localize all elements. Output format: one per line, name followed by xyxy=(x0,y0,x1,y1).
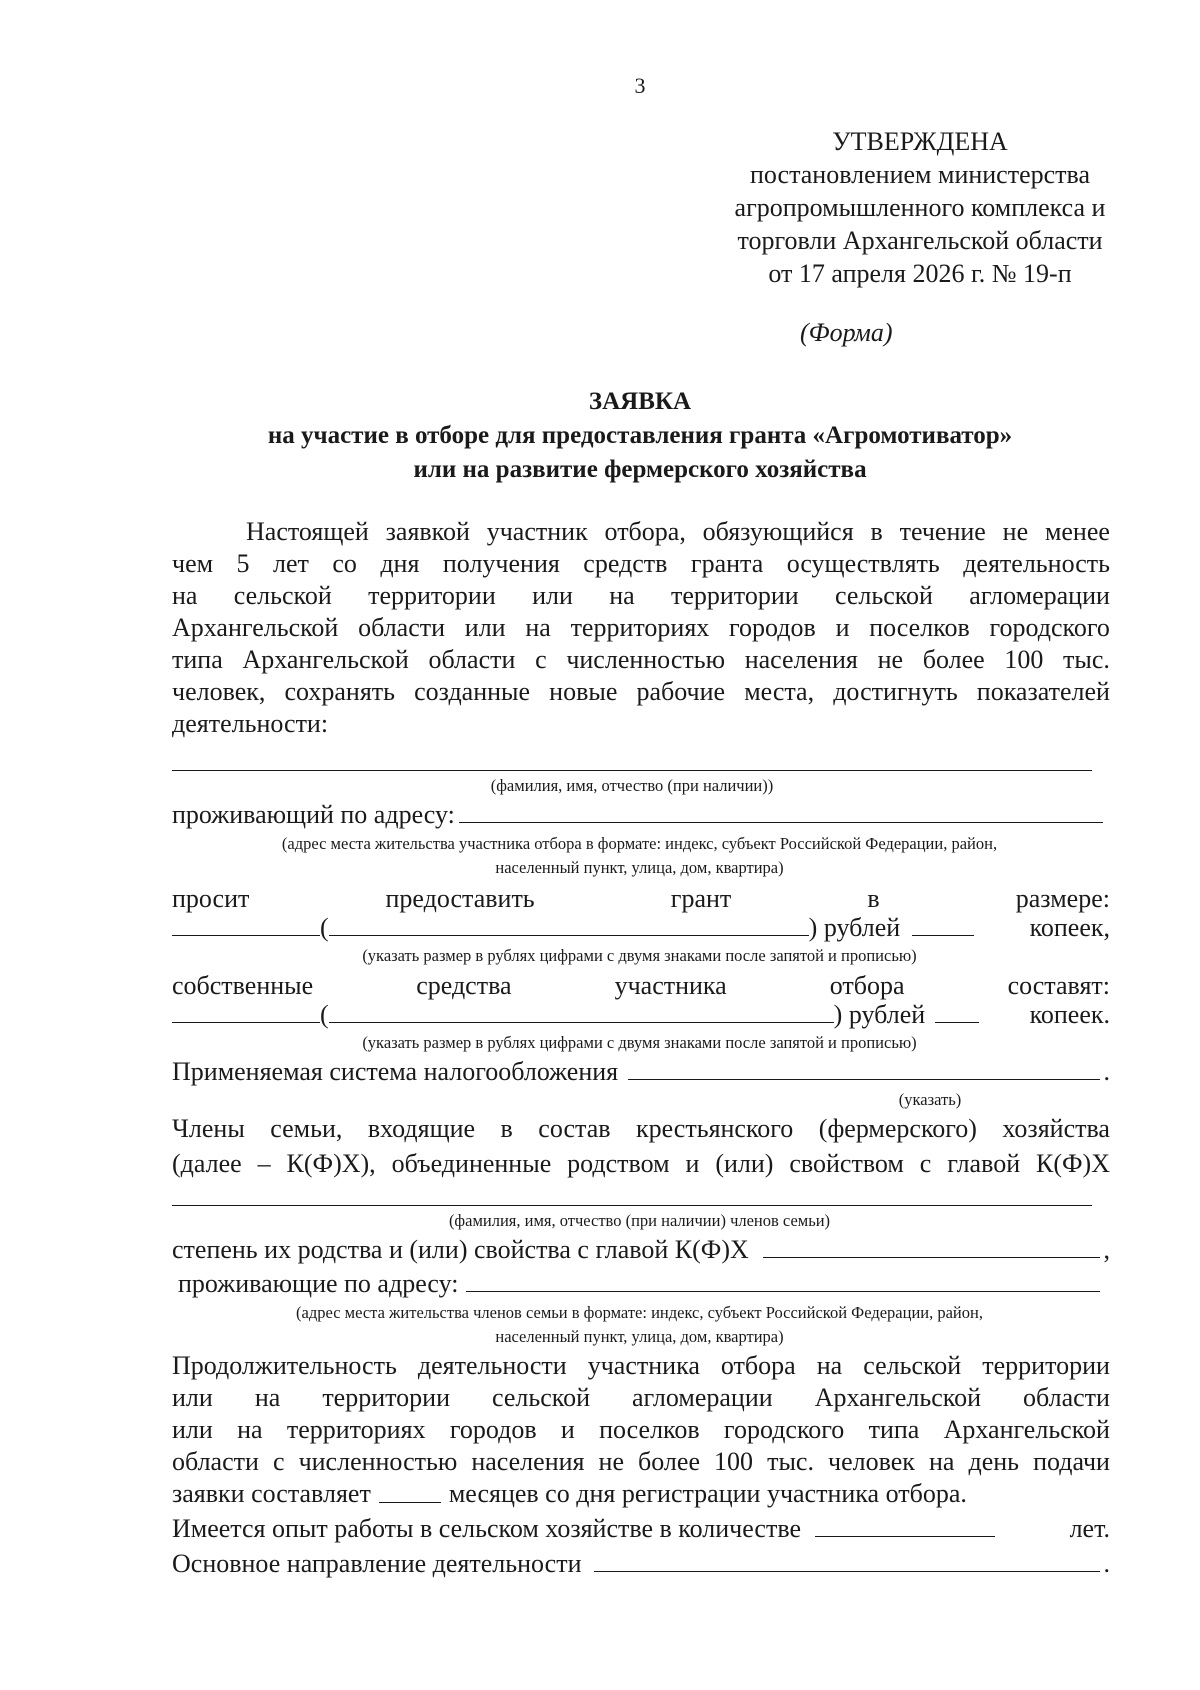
grant-number-field[interactable] xyxy=(172,913,320,936)
family-address-field[interactable] xyxy=(466,1269,1100,1292)
word: сохранять xyxy=(284,677,396,706)
intro-line xyxy=(172,676,1110,708)
own-funds-kopecks-label: копеек. xyxy=(1029,1000,1110,1029)
family-address-row xyxy=(178,1269,1104,1299)
own-funds-word: отбора xyxy=(829,971,905,1000)
approval-line: агропромышленного комплекса и xyxy=(734,193,1106,222)
word: достигнуть xyxy=(833,677,958,706)
duration-paragraph xyxy=(172,1350,1110,1510)
relation-comma: , xyxy=(1103,1235,1110,1264)
intro-line: деятельности: xyxy=(172,709,329,738)
family-address-hint-1: (адрес места жительства членов семьи в формате: индекс, субъект Российской Федерации, район, xyxy=(296,1303,983,1322)
word: лет xyxy=(272,549,309,578)
family-word: состав xyxy=(538,1114,611,1143)
word: показателей xyxy=(976,677,1110,706)
word: получения xyxy=(442,549,560,578)
word: обязующийся xyxy=(702,517,854,546)
grant-kopecks-label: копеек, xyxy=(1029,913,1110,942)
word: или xyxy=(172,1415,213,1444)
duration-line-last xyxy=(172,1478,1110,1510)
word: более xyxy=(922,645,985,674)
word: поселков xyxy=(599,1415,700,1444)
word: не xyxy=(877,645,904,674)
word: не xyxy=(1002,517,1029,546)
main-activity-row xyxy=(172,1549,1110,1579)
family-word: семьи, xyxy=(270,1114,343,1143)
experience-years-field[interactable] xyxy=(815,1514,995,1537)
word: Архангельской xyxy=(943,1415,1110,1444)
word: на xyxy=(525,613,551,642)
own-funds-word: средства xyxy=(416,971,512,1000)
intro-line xyxy=(172,516,1110,548)
family-word: с xyxy=(919,1149,932,1178)
grant-words-field[interactable] xyxy=(329,913,809,936)
family-line-2 xyxy=(172,1148,1110,1180)
own-funds-word: участника xyxy=(614,971,727,1000)
word: сельской xyxy=(233,581,332,610)
word: отбора, xyxy=(604,517,686,546)
family-word: К(Ф)Х), xyxy=(286,1149,376,1178)
word: численностью xyxy=(566,645,726,674)
grant-rubles-label: ) рублей xyxy=(808,913,901,942)
word: 5 xyxy=(236,549,250,578)
word: тыс. xyxy=(1063,645,1110,674)
approval-line: УТВЕРЖДЕНА xyxy=(832,127,1008,156)
word: и xyxy=(835,613,850,642)
fio-field[interactable] xyxy=(172,770,1092,771)
family-word: Члены xyxy=(172,1114,245,1143)
own-funds-number-field[interactable] xyxy=(172,1000,320,1023)
word: деятельность xyxy=(963,549,1110,578)
word: не xyxy=(598,1447,624,1476)
grant-hint: (указать размер в рублях цифрами с двумя знаками после запятой и прописью) xyxy=(362,946,917,965)
grant-kopecks-field[interactable] xyxy=(912,913,974,936)
relation-label: степень их родства и (или) свойства с главой К(Ф)Х xyxy=(172,1235,749,1264)
word: территории xyxy=(670,581,799,610)
approval-line: торговли Архангельской области xyxy=(737,226,1103,255)
relation-row xyxy=(172,1235,1110,1265)
fio-hint: (фамилия, имя, отчество (при наличии)) xyxy=(490,776,774,795)
word: территории xyxy=(368,581,496,610)
word: 100 xyxy=(1004,645,1044,674)
own-funds-words-field[interactable] xyxy=(329,1000,834,1023)
approval-line: от 17 апреля 2026 г. № 19-п xyxy=(768,259,1072,288)
family-word: в xyxy=(500,1114,513,1143)
duration-suffix: месяцев со дня регистрации участника отбора. xyxy=(448,1479,967,1508)
word: средств xyxy=(583,549,668,578)
word: поселков xyxy=(869,613,970,642)
family-line-1 xyxy=(172,1113,1110,1145)
main-activity-period: . xyxy=(1103,1549,1110,1578)
word: области xyxy=(172,1447,259,1476)
page-number: 3 xyxy=(634,73,646,98)
word: населения xyxy=(744,645,858,674)
word: сельской xyxy=(492,1383,590,1412)
family-word: крестьянского xyxy=(635,1114,794,1143)
intro-line-block xyxy=(172,548,1110,740)
word: сельской xyxy=(834,581,933,610)
family-word: объединенные xyxy=(391,1149,552,1178)
word: Продолжительность xyxy=(172,1351,397,1380)
word: городов xyxy=(449,1415,537,1444)
word: течение xyxy=(899,517,986,546)
main-activity-label: Основное направление деятельности xyxy=(172,1549,582,1578)
word: области xyxy=(428,645,516,674)
address-label: проживающий по адресу: xyxy=(172,800,455,829)
experience-row xyxy=(172,1514,1110,1544)
word: участника xyxy=(587,1351,700,1380)
family-word: и xyxy=(685,1149,700,1178)
own-funds-word: собственные xyxy=(172,971,314,1000)
grant-words-row xyxy=(172,883,1110,915)
word: области xyxy=(358,613,446,642)
intro-line xyxy=(172,644,1110,676)
grant-word: грант xyxy=(670,884,732,913)
own-funds-word: составят: xyxy=(1007,971,1110,1000)
word: новые xyxy=(549,677,618,706)
intro-line xyxy=(172,612,1110,644)
main-activity-field[interactable] xyxy=(594,1549,1100,1572)
duration-line xyxy=(172,1382,1110,1414)
word: дня xyxy=(380,549,420,578)
word: Архангельской xyxy=(172,613,339,642)
word: городского xyxy=(989,613,1110,642)
word: на xyxy=(172,581,198,610)
grant-word: размере: xyxy=(1015,884,1110,913)
word: чем xyxy=(172,549,214,578)
word: на xyxy=(609,581,635,610)
approval-block xyxy=(640,125,1200,290)
word: территориях xyxy=(286,1415,426,1444)
tax-field[interactable] xyxy=(628,1057,1099,1080)
duration-line xyxy=(172,1414,1110,1446)
word: территориях xyxy=(570,613,710,642)
own-funds-rubles-label: ) рублей xyxy=(833,1000,926,1029)
family-word: главой xyxy=(947,1149,1021,1178)
own-funds-hint: (указать размер в рублях цифрами с двумя знаками после запятой и прописью) xyxy=(362,1033,917,1052)
tax-label: Применяемая система налогообложения xyxy=(172,1057,619,1086)
word: человек, xyxy=(172,677,266,706)
word: человек xyxy=(828,1447,915,1476)
family-word: (фермерского) xyxy=(818,1114,977,1143)
word: деятельности xyxy=(417,1351,567,1380)
word: менее xyxy=(1044,517,1110,546)
word: типа xyxy=(172,645,223,674)
word: осуществлять xyxy=(786,549,940,578)
address-field[interactable] xyxy=(459,800,1103,823)
grant-word: предоставить xyxy=(385,884,535,913)
word: Архангельской xyxy=(242,645,409,674)
word: рабочие xyxy=(636,677,726,706)
tax-period: . xyxy=(1103,1057,1110,1086)
form-label: (Форма) xyxy=(800,318,893,347)
duration-months-field[interactable] xyxy=(379,1478,441,1503)
word: в xyxy=(870,517,883,546)
intro-paragraph xyxy=(172,516,1110,548)
word: на xyxy=(928,1447,955,1476)
family-word: – xyxy=(257,1149,271,1178)
tax-hint: (указать) xyxy=(898,1090,962,1109)
doc-title: ЗАЯВКА xyxy=(588,388,692,415)
family-address-hint-2: населенный пункт, улица, дом, квартира) xyxy=(495,1327,784,1346)
word: заявкой xyxy=(385,517,470,546)
family-word: хозяйства xyxy=(1002,1114,1110,1143)
word: Настоящей xyxy=(246,517,369,546)
word: области xyxy=(1023,1383,1110,1412)
word: Архангельской xyxy=(814,1383,982,1412)
own-funds-open-paren: ( xyxy=(320,1000,329,1029)
duration-line xyxy=(172,1446,1110,1478)
word: городов xyxy=(729,613,816,642)
address-row xyxy=(172,800,1107,830)
word: более xyxy=(638,1447,700,1476)
word: тыс. xyxy=(767,1447,814,1476)
grant-amount-row xyxy=(172,913,1110,943)
grant-word: просит xyxy=(172,884,250,913)
experience-label: Имеется опыт работы в сельском хозяйстве в количестве xyxy=(172,1514,801,1543)
word: 100 xyxy=(714,1447,754,1476)
family-word: родством xyxy=(567,1149,670,1178)
address-hint-1: (адрес места жительства участника отбора в формате: индекс, субъект Российской Федерации, район, xyxy=(281,834,998,853)
word: со xyxy=(332,549,357,578)
word: созданные xyxy=(414,677,531,706)
family-fio-field[interactable] xyxy=(172,1205,1092,1206)
relation-field[interactable] xyxy=(763,1235,1100,1258)
family-word: (далее xyxy=(172,1149,242,1178)
word: с xyxy=(535,645,547,674)
word: типа xyxy=(868,1415,920,1444)
duration-prefix: заявки составляет xyxy=(172,1479,371,1508)
word: или xyxy=(464,613,506,642)
word: на xyxy=(254,1383,281,1412)
intro-line xyxy=(172,580,1110,612)
word: агломерации xyxy=(969,581,1110,610)
grant-open-paren: ( xyxy=(320,913,329,942)
own-funds-amount-row xyxy=(172,1000,1110,1030)
word: подачи xyxy=(1033,1447,1110,1476)
word: на xyxy=(816,1351,843,1380)
duration-line xyxy=(172,1350,1110,1382)
word: участник xyxy=(486,517,588,546)
family-word: свойством xyxy=(789,1149,904,1178)
word: или xyxy=(172,1383,213,1412)
family-word: входящие xyxy=(367,1114,476,1143)
word: день xyxy=(968,1447,1020,1476)
word: численностью xyxy=(298,1447,458,1476)
word: населения xyxy=(471,1447,585,1476)
word: городского xyxy=(723,1415,845,1444)
word: агломерации xyxy=(632,1383,773,1412)
approval-line: постановлением министерства xyxy=(749,160,1091,189)
family-word: К(Ф)Х xyxy=(1036,1149,1110,1178)
word: отбора xyxy=(720,1351,796,1380)
tax-row xyxy=(172,1057,1110,1087)
grant-word: в xyxy=(867,884,880,913)
word: с xyxy=(272,1447,285,1476)
word: на xyxy=(237,1415,263,1444)
word: места, xyxy=(744,677,815,706)
family-fio-hint: (фамилия, имя, отчество (при наличии) членов семьи) xyxy=(448,1211,831,1230)
word: и xyxy=(560,1415,575,1444)
family-word: (или) xyxy=(715,1149,774,1178)
word: гранта xyxy=(690,549,764,578)
experience-suffix: лет. xyxy=(1069,1514,1110,1543)
word: территории xyxy=(982,1351,1110,1380)
family-address-label: проживающие по адресу: xyxy=(178,1269,459,1298)
doc-subtitle-1: на участие в отборе для предоставления гранта «Агромотиватор» xyxy=(267,422,1013,449)
word: сельской xyxy=(863,1351,962,1380)
word: территории xyxy=(322,1383,450,1412)
address-hint-2: населенный пункт, улица, дом, квартира) xyxy=(495,858,784,877)
own-funds-words-row xyxy=(172,970,1110,1002)
own-funds-kopecks-field[interactable] xyxy=(935,1000,979,1023)
doc-subtitle-2: или на развитие фермерского хозяйства xyxy=(413,456,867,483)
word: или xyxy=(532,581,573,610)
intro-line xyxy=(172,548,1110,580)
